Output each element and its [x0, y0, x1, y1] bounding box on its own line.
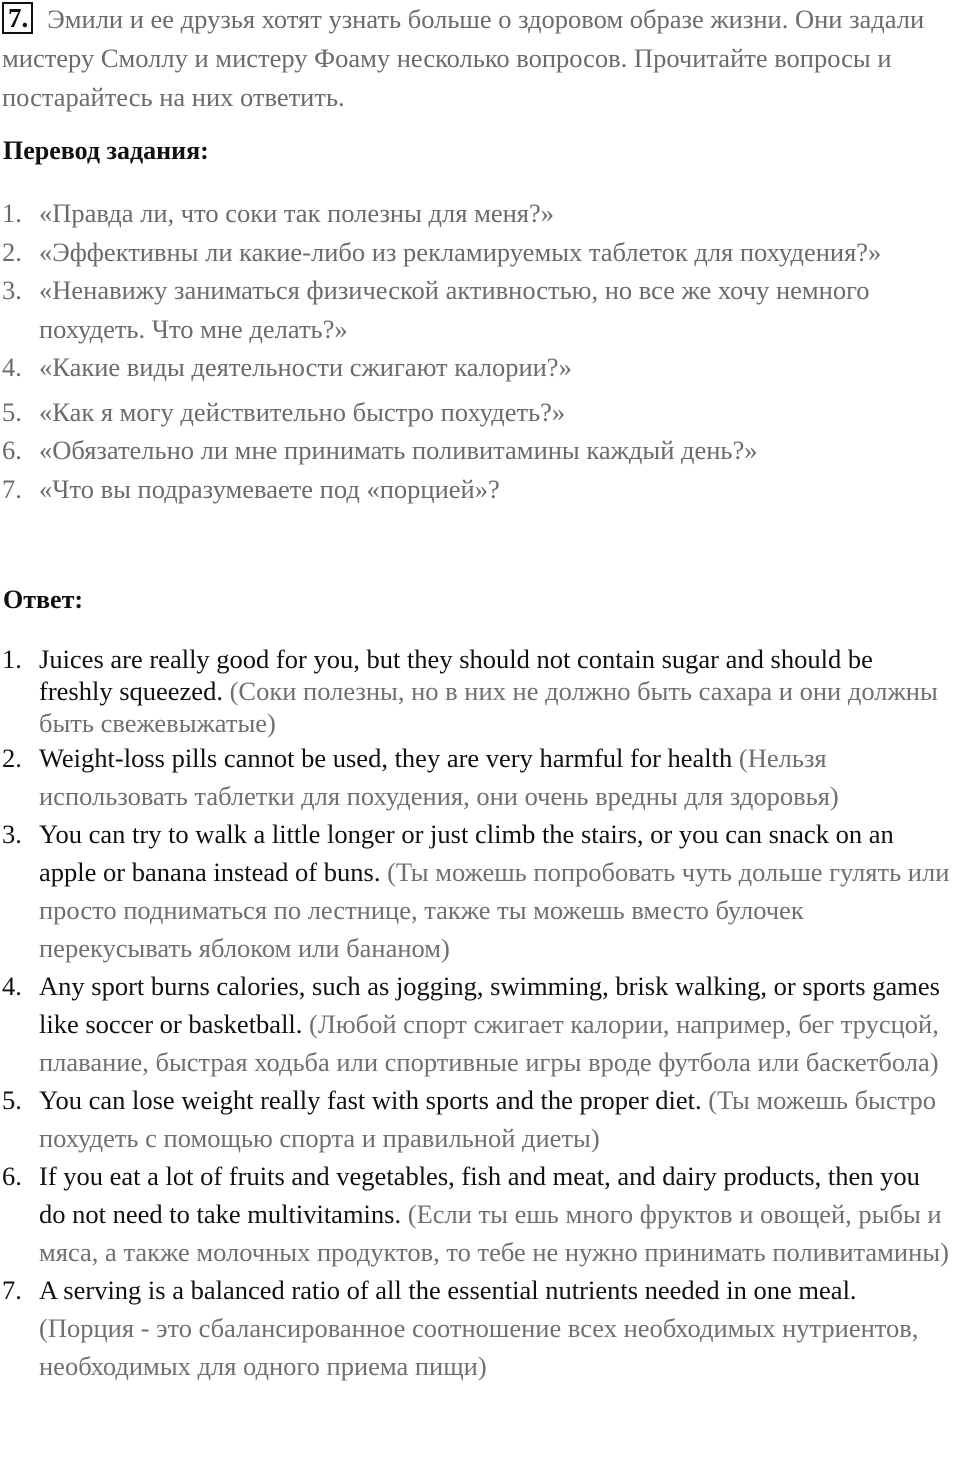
answer-english: Any sport burns calories, such as jogging, swimming, brisk walking, or sports games like soccer or basketball. [39, 971, 940, 1039]
item-number: 7. [2, 1275, 22, 1305]
answer-heading: Ответ: [3, 585, 84, 614]
answer-russian: (Любой спорт сжигает калории, например, бег трусцой, плавание, быстрая ходьба или спортивные игры вроде футбола или баскетбола) [39, 1009, 939, 1077]
answer-item [0, 643, 952, 739]
item-number: 3. [2, 275, 22, 305]
answer-english: You can lose weight really fast with sports and the proper diet. [39, 1085, 702, 1115]
answer-item [0, 815, 952, 967]
translation-text: «Что вы подразумеваете под «порцией»? [39, 473, 500, 504]
item-number: 1. [2, 644, 22, 674]
translation-text: «Как я могу действительно быстро похудеть?» [39, 396, 566, 427]
item-number: 4. [2, 352, 22, 382]
answer-list [0, 643, 952, 1385]
translation-text: «Правда ли, что соки так полезны для меня?» [39, 198, 554, 228]
translation-item [0, 271, 952, 348]
translation-item [0, 393, 952, 432]
answer-english: A serving is a balanced ratio of all the essential nutrients needed in one meal. [39, 1275, 857, 1305]
answer-russian: (Порция - это сбалансированное соотношение всех необходимых нутриентов, необходимых для одного приема пищи) [39, 1313, 919, 1381]
answer-russian: (Нельзя использовать таблетки для похудения, они очень вредны для здоровья) [39, 743, 839, 811]
task-number-badge: 7. [2, 2, 33, 34]
item-number: 7. [2, 473, 22, 504]
answer-item [0, 1081, 952, 1157]
translation-heading: Перевод задания: [3, 136, 209, 165]
translation-text: «Ненавижу заниматься физической активностью, но все же хочу немного похудеть. Что мне делать?» [39, 275, 870, 344]
translation-item [0, 431, 952, 470]
task-intro-text: Эмили и ее друзья хотят узнать больше о здоровом образе жизни. Они задали мистеру Смоллу и мистеру Фоаму несколько вопросов. Прочитайте вопросы и постарайтесь на них ответить. [2, 4, 925, 112]
translation-item [0, 348, 952, 387]
answer-english: Weight-loss pills cannot be used, they are very harmful for health [39, 743, 733, 773]
translation-text: «Обязательно ли мне принимать поливитамины каждый день?» [39, 435, 758, 465]
item-number: 6. [2, 435, 22, 465]
answer-english: Juices are really good for you, but they should not contain sugar and should be freshly squeezed. [39, 644, 873, 706]
answer-russian: (Ты можешь попробовать чуть дольше гулять или просто подниматься по лестнице, также ты можешь вместо булочек перекусывать яблоком или бананом) [39, 857, 950, 963]
translation-item [0, 194, 952, 233]
task-intro [2, 0, 952, 117]
answer-item [0, 967, 952, 1081]
item-number: 3. [2, 819, 22, 849]
item-number: 1. [2, 198, 22, 228]
translation-text: «Какие виды деятельности сжигают калории?» [39, 352, 572, 382]
item-number: 5. [2, 1085, 22, 1115]
answer-item [0, 1157, 952, 1271]
item-number: 5. [2, 396, 22, 427]
answer-english: You can try to walk a little longer or just climb the stairs, or you can snack on an apple or banana instead of buns. [39, 819, 894, 887]
answer-russian: (Если ты ешь много фруктов и овощей, рыбы и мяса, а также молочных продуктов, то тебе не нужно принимать поливитамины) [39, 1199, 949, 1267]
answer-english: If you eat a lot of fruits and vegetables, fish and meat, and dairy products, then you do not need to take multivitamins. [39, 1161, 920, 1229]
item-number: 6. [2, 1161, 22, 1191]
answer-item [0, 1271, 952, 1385]
item-number: 2. [2, 236, 22, 267]
item-number: 2. [2, 743, 22, 773]
item-number: 4. [2, 971, 22, 1001]
translation-list [0, 194, 952, 508]
translation-text: «Эффективны ли какие-либо из рекламируемых таблеток для похудения?» [39, 236, 882, 267]
answer-russian: (Соки полезны, но в них не должно быть сахара и они должны быть свежевыжатые) [39, 676, 938, 738]
answer-russian: (Ты можешь быстро похудеть с помощью спорта и правильной диеты) [39, 1085, 937, 1153]
translation-item [0, 233, 952, 272]
answer-item [0, 739, 952, 815]
translation-item [0, 470, 952, 509]
